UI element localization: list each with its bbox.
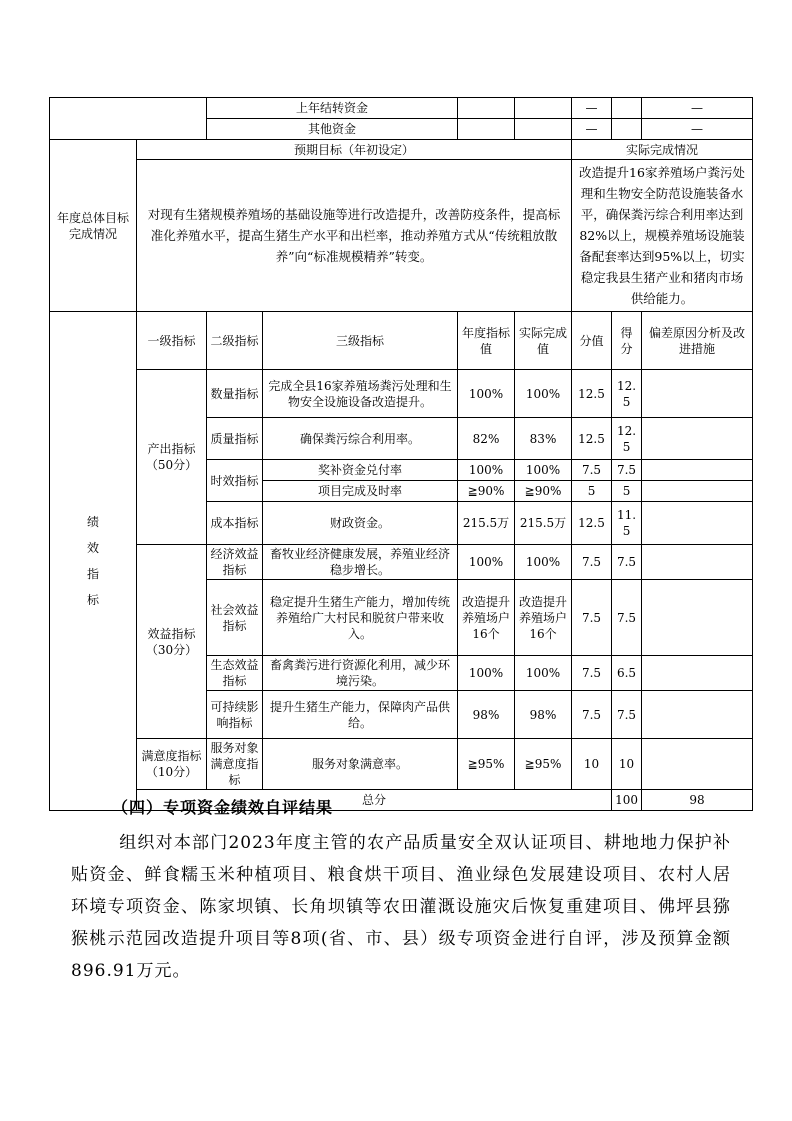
remark-cell [642,370,753,418]
score-cell: 12.5 [572,418,612,460]
section-title: （四）专项资金绩效自评结果 [112,798,334,817]
l3-cell: 完成全县16家养殖场粪污处理和生物安全设施设备改造提升。 [263,370,458,418]
got-cell: 10 [612,739,642,790]
target-cell: 100% [458,460,515,481]
header-actual: 实际完成值 [515,312,572,370]
remark-cell [642,545,753,580]
got-cell: 7.5 [612,691,642,739]
target-cell: 改造提升养殖场户16个 [458,580,515,656]
remark-cell [642,418,753,460]
cell: — [642,98,753,119]
target-cell: 98% [458,691,515,739]
performance-table [49,97,753,811]
table-row [50,739,753,790]
remark-cell [642,460,753,481]
l3-cell: 畜牧业经济健康发展，养殖业经济稳步增长。 [263,545,458,580]
group-output: 产出指标（50分） [137,370,207,545]
cell: — [642,119,753,140]
body-paragraph [71,827,731,987]
actual-cell: 98% [515,691,572,739]
l2-cell: 数量指标 [207,370,263,418]
header-l1: 一级指标 [137,312,207,370]
cell: — [572,98,612,119]
planned-header: 预期目标（年初设定） [137,140,572,160]
score-cell: 10 [572,739,612,790]
l2-cell: 成本指标 [207,502,263,545]
score-cell: 7.5 [572,580,612,656]
group-benefit: 效益指标（30分） [137,545,207,739]
cell: — [572,119,612,140]
cell [515,98,572,119]
score-cell: 5 [572,481,612,502]
l3-cell: 奖补资金兑付率 [263,460,458,481]
l3-cell: 项目完成及时率 [263,481,458,502]
header-l2: 二级指标 [207,312,263,370]
l3-cell: 畜禽粪污进行资源化利用，减少环境污染。 [263,656,458,691]
actual-cell: 100% [515,656,572,691]
blank-cell [50,98,207,140]
got-cell: 11.5 [612,502,642,545]
score-cell: 12.5 [572,502,612,545]
total-got: 98 [642,790,753,811]
score-cell: 7.5 [572,691,612,739]
header-got: 得分 [612,312,642,370]
remark-cell [642,656,753,691]
cell [515,119,572,140]
header-remark: 偏差原因分析及改进措施 [642,312,753,370]
l3-cell: 财政资金。 [263,502,458,545]
score-cell: 7.5 [572,545,612,580]
actual-cell: 改造提升养殖场户16个 [515,580,572,656]
l3-cell: 提升生猪生产能力，保障肉产品供给。 [263,691,458,739]
l2-cell: 质量指标 [207,418,263,460]
overall-header-row [50,140,753,160]
overall-content-row [50,160,753,312]
remark-cell [642,739,753,790]
score-cell: 12.5 [572,370,612,418]
l2-cell: 社会效益指标 [207,580,263,656]
total-label: 总分 [137,790,612,811]
target-cell: 215.5万 [458,502,515,545]
funding-label: 其他资金 [207,119,458,140]
l2-cell: 生态效益指标 [207,656,263,691]
l2-cell: 时效指标 [207,460,263,502]
actual-cell: 215.5万 [515,502,572,545]
cell [612,119,642,140]
got-cell: 6.5 [612,656,642,691]
target-cell: 100% [458,370,515,418]
remark-cell [642,691,753,739]
header-score: 分值 [572,312,612,370]
score-cell: 7.5 [572,656,612,691]
actual-cell: 100% [515,370,572,418]
target-cell: ≧95% [458,739,515,790]
l2-cell: 可持续影响指标 [207,691,263,739]
target-cell: 100% [458,656,515,691]
l2-cell: 服务对象满意度指标 [207,739,263,790]
header-target: 年度指标值 [458,312,515,370]
perf-label: 绩效指标 [50,312,137,811]
funding-label: 上年结转资金 [207,98,458,119]
got-cell: 7.5 [612,460,642,481]
remark-cell [642,502,753,545]
actual-cell: ≧90% [515,481,572,502]
actual-cell: 100% [515,460,572,481]
score-cell: 7.5 [572,460,612,481]
actual-cell: 83% [515,418,572,460]
metrics-header-row [50,312,753,370]
remark-cell [642,481,753,502]
l3-cell: 服务对象满意率。 [263,739,458,790]
actual-cell: ≧95% [515,739,572,790]
funding-row [50,98,753,119]
remark-cell [642,580,753,656]
got-cell: 12.5 [612,418,642,460]
target-cell: ≧90% [458,481,515,502]
target-cell: 100% [458,545,515,580]
cell [458,119,515,140]
planned-text: 对现有生猪规模养殖场的基础设施等进行改造提升，改善防疫条件，提高标准化养殖水平，提高生猪生产水平和出栏率，推动养殖方式从“传统粗放散养”向“标准规模精养”转变。 [137,160,572,312]
cell [612,98,642,119]
paragraph-text: 组织对本部门2023年度主管的农产品质量安全双认证项目、耕地地力保护补贴资金、鲜食糯玉米种植项目、粮食烘干项目、渔业绿色发展建设项目、农村人居环境专项资金、陈家坝镇、长角坝镇等农田灌溉设施灾后恢复重建项目、佛坪县猕猴桃示范园改造提升项目等8项(省、市、县）级专项资金进行自评，涉及预算金额896.91万元。 [71,833,731,981]
group-satisfaction: 满意度指标（10分） [137,739,207,790]
overall-title: 年度总体目标完成情况 [50,140,137,312]
got-cell: 5 [612,481,642,502]
cell [458,98,515,119]
target-cell: 82% [458,418,515,460]
l3-cell: 确保粪污综合利用率。 [263,418,458,460]
actual-header: 实际完成情况 [572,140,753,160]
table-row [50,545,753,580]
total-score: 100 [612,790,642,811]
table-row [50,370,753,418]
got-cell: 12.5 [612,370,642,418]
l3-cell: 稳定提升生猪生产能力，增加传统养殖给广大村民和脱贫户带来收入。 [263,580,458,656]
header-l3: 三级指标 [263,312,458,370]
got-cell: 7.5 [612,545,642,580]
l2-cell: 经济效益指标 [207,545,263,580]
actual-text: 改造提升16家养殖场户粪污处理和生物安全防范设施装备水平，确保粪污综合利用率达到82%以上，规模养殖场设施装备配套率达到95%以上，切实稳定我县生猪产业和猪肉市场供给能力。 [572,160,753,312]
got-cell: 7.5 [612,580,642,656]
actual-cell: 100% [515,545,572,580]
